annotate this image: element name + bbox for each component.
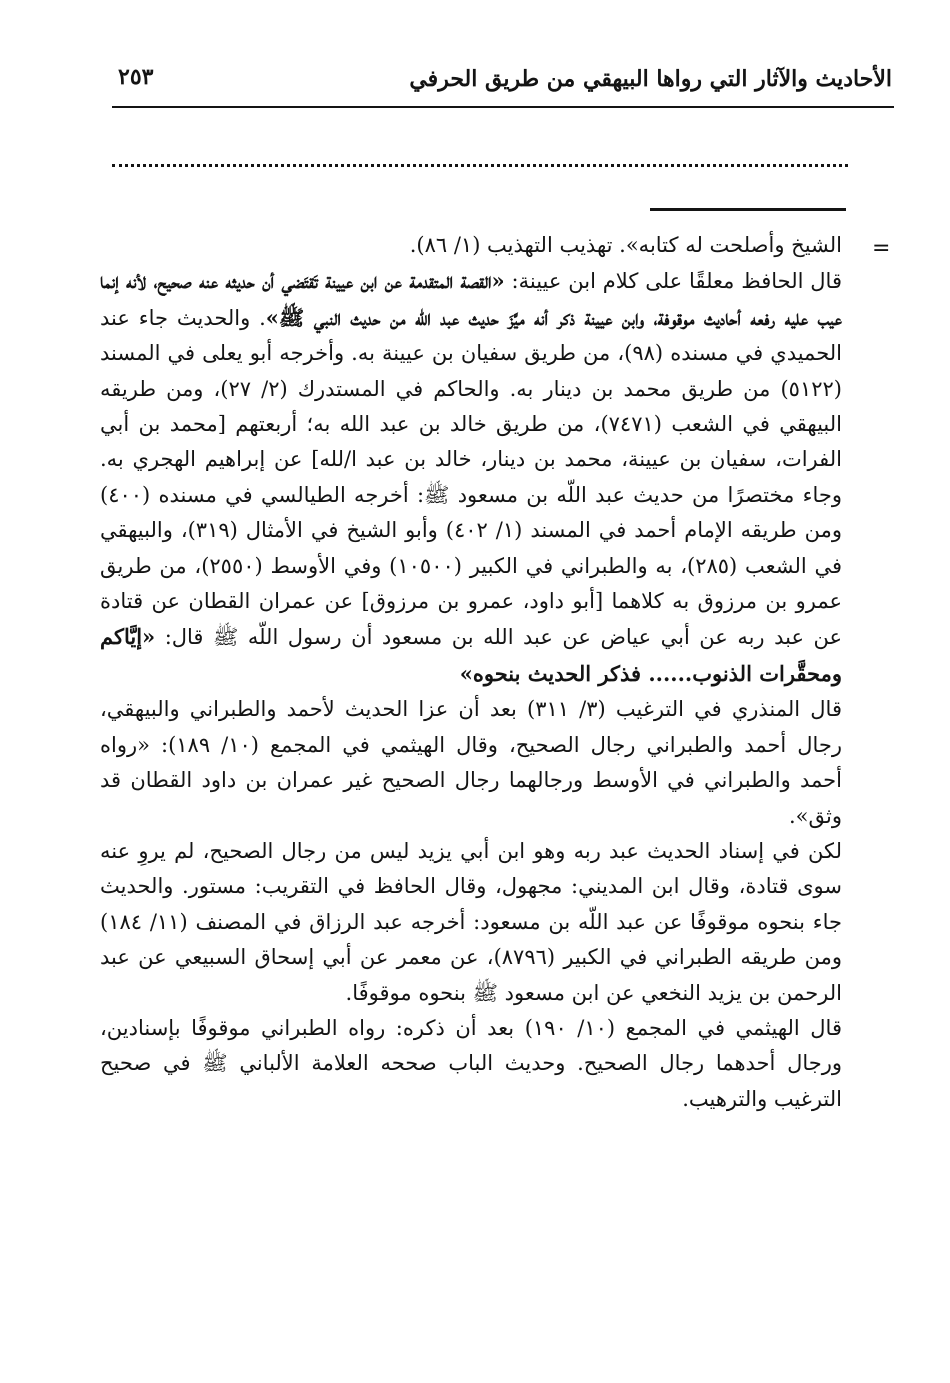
footnote-paragraph-5: قال الهيثمي في المجمع (١٠/ ١٩٠) بعد أن ذكره: رواه الطبراني موقوفًا بإسنادين، ورجال أحدهما رجال الصحيح. وحديث الباب صححه العلامة الألباني ﷺ في صحيح الترغيب والترهيب. [100, 1015, 842, 1111]
paragraph-2-bold-quote: «القصة المتقدمة عن ابن عيينة تَقتَضي أن حديثه عنه صحيح، لأنه إنما عيب عليه رفعه أحاديث موقوفة، وابن عيينة ذكر أنه ميَّزَ حديث عبد الله من حديث النبي ﷺ» [100, 268, 842, 330]
paragraph-2-bold-hadith: «إيَّاكم ومحقَّرات الذنوب...... فذكر الحديث بنحوه» [100, 624, 842, 686]
footnote-rule [650, 208, 846, 211]
paragraph-2-body: . والحديث جاء عند الحميدي في مسنده (٩٨)، من طريق سفيان بن عيينة به. وأخرجه أبو يعلى في المسند (٥١٢٢) من طريق محمد بن دينار به. والحاكم في المستدرك (٢/ ٢٧)، ومن طريقه البيهقي في الشعب (٧٤٧١)، من طريق خالد بن عبد الله به؛ أربعتهم [محمد بن أبي الفرات، سفيان بن عيينة، محمد بن دينار، خالد بن عبد ا/لله] عن إبراهيم الهجري به. وجاء مختصرًا من حديث عبد اللّه بن مسعود ﷺ: أخرجه الطيالسي في مسنده (٤٠٠) ومن طريقه الإمام أحمد في المسند (١/ ٤٠٢) وأبو الشيخ في الأمثال (٣١٩)، والبيهقي في الشعب (٢٨٥)، به والطبراني في الكبير (١٠٥٠٠) وفي الأوسط (٢٥٥٠)، من طريق عمرو بن مرزوق به كلاهما [أبو داود، عمرو بن مرزوق] عن عمران القطان عن قتادة عن عبد ربه عن أبي عياض عن عبد الله بن مسعود أن رسول اللّه ﷺ قال: [100, 305, 843, 650]
header-title: الأحاديث والآثار التي رواها البيهقي من طريق الحرفي [409, 66, 892, 92]
footnote-text [100, 228, 842, 1117]
footnote-paragraph-3: قال المنذري في الترغيب (٣/ ٣١١) بعد أن عزا الحديث لأحمد والطبراني والبيهقي، رجال أحمد والطبراني رجال الصحيح، وقال الهيثمي في المجمع (١٠/ ١٨٩): «رواه أحمد والطبراني في الأوسط ورجالهما رجال الصحيح غير عمران بن داود القطان قد وثق». [100, 697, 842, 828]
footnote-paragraph-4: لكن في إسناد الحديث عبد ربه وهو ابن أبي يزيد ليس من رجال الصحيح، لم يروِ عنه سوى قتادة، وقال ابن المديني: مجهول، وقال الحافظ في التقريب: مستور. والحديث جاء بنحوه موقوفًا عن عبد اللّه بن مسعود: أخرجه عبد الرزاق في المصنف (١١/ ١٨٤) ومن طريقه الطبراني في الكبير (٨٧٩٦)، عن معمر عن أبي إسحاق السبيعي عن عبد الرحمن بن يزيد النخعي عن ابن مسعود ﷺ بنحوه موقوفًا. [100, 838, 843, 1005]
dotted-separator [112, 164, 848, 167]
footnote-paragraph-2 [100, 263, 842, 692]
footnote-continuation-mark: = [872, 236, 891, 261]
running-header [112, 62, 892, 102]
header-rule [112, 106, 894, 108]
footnote-paragraph-1: الشيخ وأصلحت له كتابه». تهذيب التهذيب (١/ ٨٦). [409, 233, 842, 257]
page-number: ٢٥٣ [118, 64, 154, 90]
paragraph-2-intro: قال الحافظ معلقًا على كلام ابن عيينة: [504, 269, 842, 294]
